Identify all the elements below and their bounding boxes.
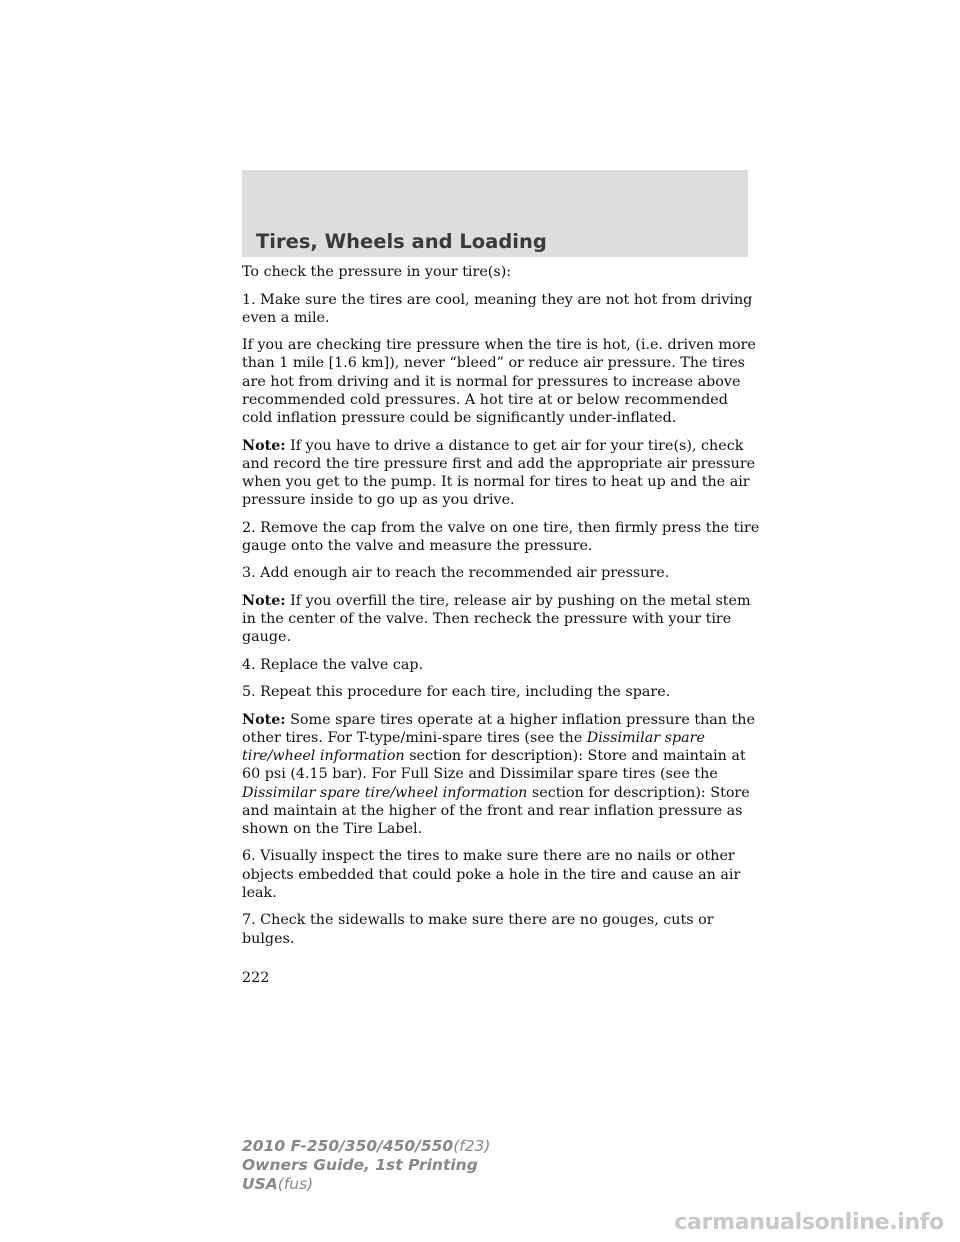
step-2: 2. Remove the cap from the valve on one tire, then firmly press the tire gauge onto the valve and measure the pressure. <box>242 519 760 554</box>
footer-model: 2010 F-250/350/450/550 <box>242 1137 454 1155</box>
footer-model-code: (f23) <box>453 1137 491 1155</box>
watermark: carmanualsonline.info <box>674 1210 944 1235</box>
footer-line-1 <box>242 1137 490 1156</box>
cross-reference: Dissimilar spare tire/wheel information <box>242 784 528 801</box>
footer-line-3 <box>242 1175 490 1194</box>
step-6: 6. Visually inspect the tires to make sure there are no nails or other objects embedded that could poke a hole in the tire and cause an air leak. <box>242 848 741 901</box>
body-text <box>242 263 762 957</box>
step-3: 3. Add enough air to reach the recommended air pressure. <box>242 565 670 582</box>
step-7: 7. Check the sidewalls to make sure there are no gouges, cuts or bulges. <box>242 912 714 947</box>
note-1-text: If you have to drive a distance to get air for your tire(s), check and record the tire pressure first and add the appropriate air pressure when you get to the pump. It is normal for tires to heat up and the air pressure inside to go up as you drive. <box>242 437 756 509</box>
cross-reference: Dissimilar spare tire/wheel information <box>242 729 705 765</box>
step-5: 5. Repeat this procedure for each tire, including the spare. <box>242 684 671 701</box>
note-label: Note: <box>242 592 286 609</box>
footer-line-2: Owners Guide, 1st Printing <box>242 1156 478 1174</box>
note-label: Note: <box>242 711 286 728</box>
intro-paragraph: To check the pressure in your tire(s): <box>242 264 512 280</box>
print-footer <box>242 1137 490 1194</box>
step-4: 4. Replace the valve cap. <box>242 656 424 673</box>
footer-market-code: (fus) <box>277 1175 314 1193</box>
note-3-text-b: section for description): Store and maintain at 60 psi (4.15 bar). For Full Size and Dissimilar spare tires (see the <box>242 748 746 783</box>
note-1 <box>242 437 762 510</box>
hot-tire-paragraph: If you are checking tire pressure when the tire is hot, (i.e. driven more than 1 mile [1.6 km]), never “bleed” or reduce air pressure. The tires are hot from driving and it is normal for pressures to increase above recommended cold pressures. A hot tire at or below recommended cold inflation pressure could be significantly under-inflated. <box>242 337 756 427</box>
page-number: 222 <box>242 970 270 986</box>
note-3-text-a: Some spare tires operate at a higher inflation pressure than the other tires. For T-type/mini-spare tires (see the <box>242 711 755 746</box>
step-1: 1. Make sure the tires are cool, meaning they are not hot from driving even a mile. <box>242 291 753 326</box>
section-title: Tires, Wheels and Loading <box>256 230 547 253</box>
footer-market: USA <box>242 1175 278 1193</box>
note-3 <box>242 711 762 838</box>
note-2 <box>242 592 762 647</box>
note-label: Note: <box>242 437 286 454</box>
note-2-text: If you overfill the tire, release air by pushing on the metal stem in the center of the valve. Then recheck the pressure with your tire gauge. <box>242 592 751 646</box>
note-3-text-c: section for description): Store and maintain at the higher of the front and rear inflation pressure as shown on the Tire Label. <box>242 784 750 837</box>
